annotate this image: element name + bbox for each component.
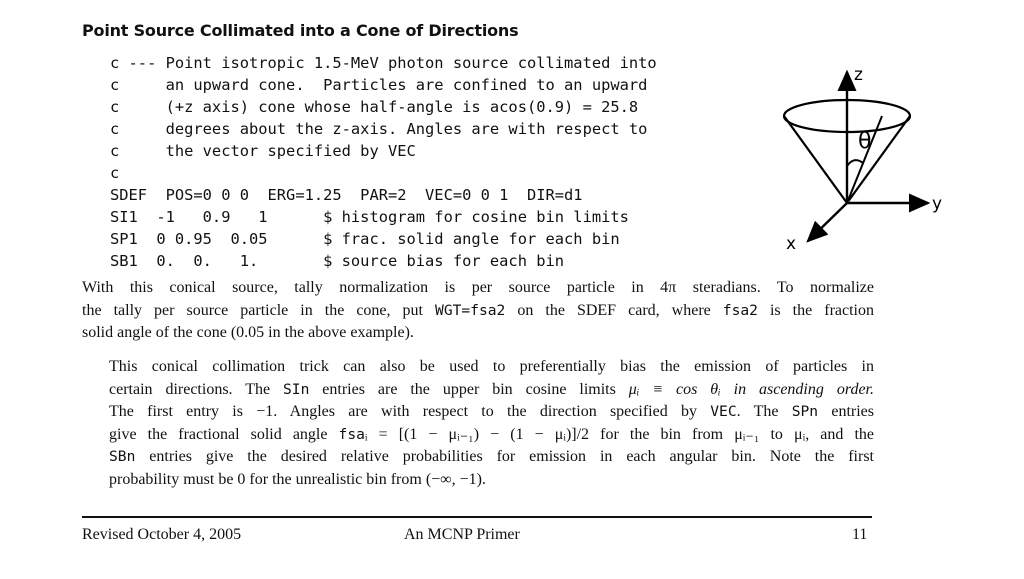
inline-code: SIn [283, 380, 310, 398]
text-line: This conical collimation trick can also be used to preferentially bias the emission of particles in [109, 358, 874, 375]
text-run: certain directions. The [109, 380, 284, 398]
text-run: give the fractional solid angle [109, 425, 339, 443]
math-run: μᵢ ≡ cos θᵢ [628, 380, 721, 398]
code-line: SI1 -1 0.9 1 $ histogram for cosine bin limits [110, 208, 629, 226]
math-run: ᵢ = [(1 − μᵢ₋₁) − (1 − μᵢ)]/2 for the bin from μᵢ₋₁ to μᵢ, and the [364, 425, 875, 443]
x-label: x [786, 234, 797, 254]
theta-arc [847, 160, 863, 166]
code-line: c the vector specified by VEC [110, 142, 416, 160]
text-line: solid angle of the cone (0.05 in the above example). [82, 324, 414, 341]
code-block [110, 52, 657, 272]
text-run: . The [736, 403, 792, 420]
text-run: is the fraction [757, 301, 875, 319]
theta-label: θ [858, 129, 872, 154]
code-line: SDEF POS=0 0 0 ERG=1.25 PAR=2 VEC=0 0 1 DIR=d1 [110, 186, 583, 204]
text-line [82, 300, 874, 323]
text-run: the tally per source particle in the cone, put [82, 301, 436, 319]
text-line: With this conical source, tally normalization is per source particle in 4π steradians. To normalize [82, 279, 874, 296]
footer-rule [82, 516, 872, 518]
text-run: entries are the upper bin cosine limits [309, 380, 629, 398]
inline-code: fsa [338, 425, 365, 443]
inline-code: VEC [710, 403, 737, 420]
page-number: 11 [852, 526, 868, 543]
text-run: on the SDEF card, where [505, 301, 723, 319]
x-axis [808, 203, 847, 241]
text-line [82, 379, 874, 402]
code-line: c --- Point isotropic 1.5-MeV photon source collimated into [110, 54, 657, 72]
inline-code: SBn [109, 448, 136, 465]
inline-code: fsa2 [722, 301, 758, 319]
text-run: The first entry is −1. Angles are with respect to the direction specified by [109, 403, 711, 420]
code-line: SB1 0. 0. 1. $ source bias for each bin [110, 252, 565, 270]
footer-title: An MCNP Primer [404, 526, 520, 543]
text-line [82, 424, 874, 447]
text-line [82, 446, 874, 469]
y-label: y [932, 194, 943, 214]
section-heading: Point Source Collimated into a Cone of Directions [82, 21, 519, 40]
code-line: SP1 0 0.95 0.05 $ frac. solid angle for each bin [110, 230, 620, 248]
z-label: z [854, 65, 863, 85]
code-line: c degrees about the z-axis. Angles are with respect to [110, 120, 648, 138]
text-line: probability must be 0 for the unrealistic bin from (−∞, −1). [109, 470, 486, 488]
footer-date: Revised October 4, 2005 [82, 526, 242, 543]
code-line: c an upward cone. Particles are confined to an upward [110, 76, 648, 94]
text-line [82, 401, 874, 424]
text-run: entries give the desired relative probabilities for emission in each angular bin. Note the first [135, 448, 874, 465]
inline-code: WGT=fsa2 [435, 301, 506, 319]
emphasis-run: in ascending order. [720, 380, 875, 398]
cone-diagram [770, 56, 970, 256]
code-line: c (+z axis) cone whose half-angle is acos(0.9) = 25.8 [110, 98, 639, 116]
inline-code: SPn [791, 403, 819, 420]
text-run: entries [818, 403, 875, 420]
code-line: c [110, 164, 120, 182]
paragraph-bias [82, 356, 874, 491]
paragraph-normalization [82, 277, 874, 345]
